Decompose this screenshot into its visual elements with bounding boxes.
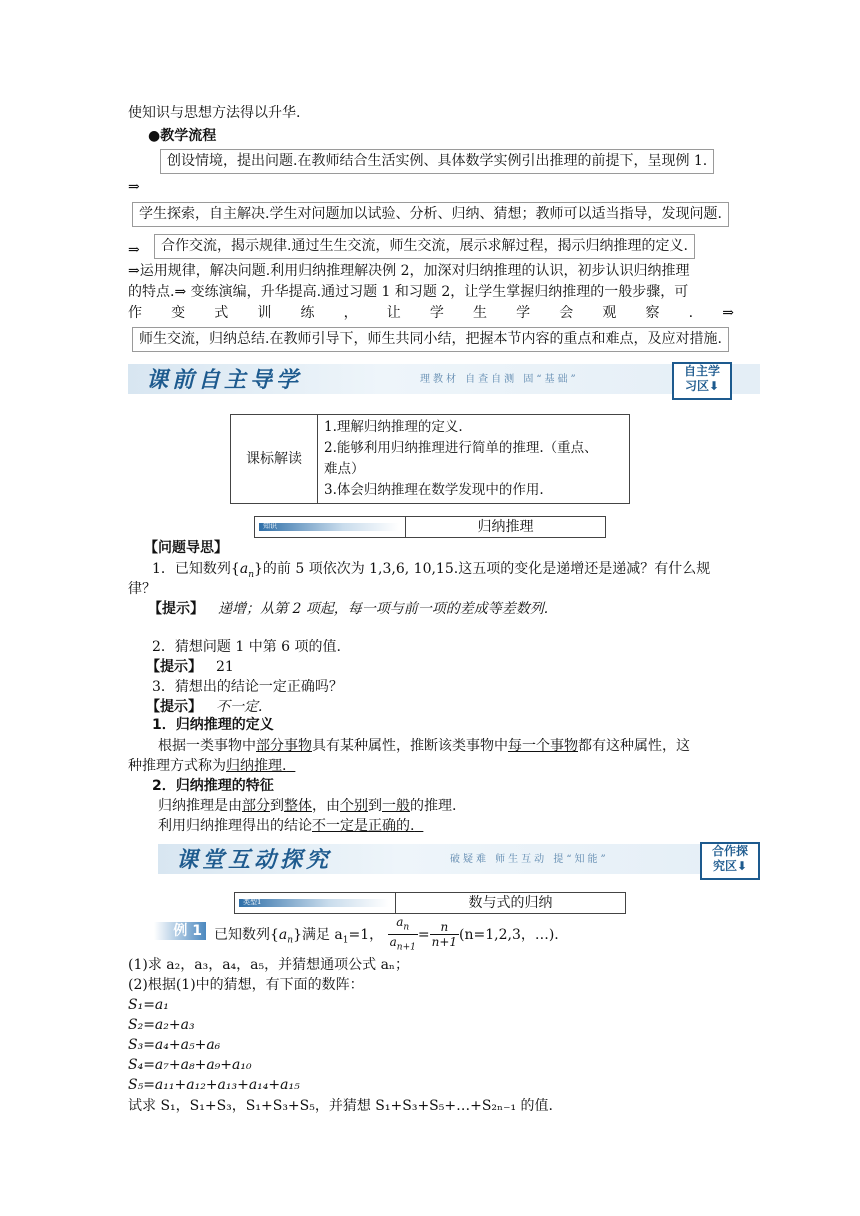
flow-para-line-1: ⇒运用规律，解决问题.利用归纳推理解决例 2，加深对归纳推理的认识，初步认识归纳推理 bbox=[128, 263, 690, 279]
banner-subtitle: 破疑难 师生互动 提“知能” bbox=[450, 854, 609, 865]
fraction-2: $\frac{n}{n+1}$ bbox=[431, 920, 458, 950]
features-line-2: 利用归纳推理得出的结论不一定是正确的. bbox=[158, 818, 415, 834]
tag-line: 究区⬇ bbox=[712, 859, 748, 873]
section-banner-preclass bbox=[128, 364, 760, 394]
features-line-1: 归纳推理是由部分到整体，由个别到一般的推理. bbox=[158, 798, 457, 814]
word: 变 bbox=[171, 305, 186, 321]
banner-subtitle: 理教材 自查自测 固“基础” bbox=[420, 374, 579, 385]
word: 练 bbox=[300, 305, 315, 321]
example-stem: 已知数列$\{a_n\}$满足 $a_1=1$， $\frac{a_n}{a_{n+1}}$ = $\frac{n}{n+1}$ (n=1,2,3，…). bbox=[214, 915, 559, 953]
intro-line: 使知识与思想方法得以升华. bbox=[128, 105, 301, 121]
word: . bbox=[688, 305, 694, 321]
flow-box-3: 合作交流，揭示规律.通过生生交流，师生交流，展示求解过程，揭示归纳推理的定义. bbox=[154, 234, 695, 259]
standards-item: 难点） bbox=[324, 461, 365, 477]
word: 学 bbox=[516, 305, 531, 321]
standards-items bbox=[318, 415, 630, 504]
word: 作 bbox=[128, 305, 142, 321]
array-row-1: S₁=a₁ bbox=[128, 997, 169, 1013]
questions-heading: 【问题导思】 bbox=[144, 540, 228, 556]
banner-title: 课前自主导学 bbox=[146, 368, 303, 393]
array-row-4: S₄=a₇+a₈+a₉+a₁₀ bbox=[128, 1057, 252, 1073]
hint-1: 【提示】 递增；从第 2 项起，每一项与前一项的差成等差数列. bbox=[148, 601, 549, 617]
question-1: 1．已知数列$\{a_n\}$的前 5 项依次为 1,3,6, 10,15.这五项的变化是递增还是递减？有什么规 bbox=[152, 561, 711, 580]
array-row-2: S₂=a₂+a₃ bbox=[128, 1017, 195, 1033]
type-bar bbox=[234, 892, 626, 914]
standards-label: 课标解读 bbox=[231, 415, 318, 504]
standards-item: 3.体会归纳推理在数学发现中的作用. bbox=[324, 482, 544, 498]
fraction-1: $\frac{a_n}{a_{n+1}}$ bbox=[389, 915, 416, 953]
standards-item: 1.理解归纳推理的定义. bbox=[324, 419, 463, 435]
tag-line: 合作探 bbox=[711, 844, 748, 858]
word: 生 bbox=[473, 305, 487, 321]
hint-3: 【提示】 不一定. bbox=[146, 699, 263, 715]
question-3: 3．猜想出的结论一定正确吗？ bbox=[152, 679, 343, 695]
arrow-1: ⇒ bbox=[128, 179, 140, 195]
array-row-5: S₅=a₁₁+a₁₂+a₁₃+a₁₄+a₁₅ bbox=[128, 1077, 300, 1093]
word: 学 bbox=[429, 305, 444, 321]
type-strip bbox=[235, 893, 396, 913]
hint-2: 【提示】 21 bbox=[146, 659, 234, 675]
knowledge-bar bbox=[254, 516, 606, 538]
question-1-cont: 律？ bbox=[128, 581, 156, 597]
knowledge-title: 归纳推理 bbox=[477, 519, 534, 535]
banner-title: 课堂互动探究 bbox=[176, 848, 333, 873]
example-badge: 例 1 bbox=[154, 922, 206, 940]
tag-line: 习区⬇ bbox=[684, 379, 720, 393]
type-strip-label: 类型1 bbox=[243, 898, 262, 906]
standards-table bbox=[230, 414, 630, 504]
word: 察 bbox=[645, 305, 660, 321]
example-question: 试求 S₁，S₁+S₃，S₁+S₃+S₅，并猜想 S₁+S₃+S₅+…+S₂ₙ₋₁ 的值. bbox=[128, 1098, 554, 1114]
question-2: 2．猜想问题 1 中第 6 项的值. bbox=[152, 639, 341, 655]
word: 观 bbox=[602, 305, 617, 321]
word: 会 bbox=[559, 305, 574, 321]
standards-item: 2.能够利用归纳推理进行简单的推理.（重点、 bbox=[324, 440, 598, 456]
arrow-2: ⇒ bbox=[128, 242, 140, 258]
word: 让 bbox=[386, 305, 401, 321]
flow-box-4: 师生交流，归纳总结.在教师引导下，师生共同小结，把握本节内容的重点和难点，及应对措施. bbox=[132, 327, 729, 352]
flow-box-2: 学生探索，自主解决.学生对问题加以试验、分析、归纳、猜想；教师可以适当指导，发现问题. bbox=[132, 202, 729, 227]
word: ， bbox=[343, 305, 358, 321]
flow-heading: ●教学流程 bbox=[148, 128, 217, 144]
example-part-2: (2)根据(1)中的猜想，有下面的数阵： bbox=[128, 977, 364, 993]
banner-tag bbox=[700, 842, 760, 880]
knowledge-strip-label: 知识 bbox=[263, 522, 277, 530]
section-banner-inclass bbox=[158, 844, 760, 874]
array-row-3: S₃=a₄+a₅+a₆ bbox=[128, 1037, 221, 1053]
tag-line: 自主学 bbox=[683, 364, 720, 378]
word: ⇒ bbox=[722, 305, 734, 321]
flow-para-line-2: 的特点.⇒ 变练演编，升华提高.通过习题 1 和习题 2，让学生掌握归纳推理的一般步骤，可 bbox=[128, 284, 689, 300]
type-title: 数与式的归纳 bbox=[468, 895, 553, 911]
example-part-1: (1)求 a₂，a₃，a₄，a₅，并猜想通项公式 aₙ； bbox=[128, 957, 409, 973]
banner-tag bbox=[672, 362, 732, 400]
flow-para-line-3 bbox=[128, 304, 734, 323]
definition-line-2: 种推理方式称为归纳推理. bbox=[128, 758, 287, 774]
word: 训 bbox=[257, 305, 272, 321]
word: 式 bbox=[214, 305, 229, 321]
knowledge-strip bbox=[255, 517, 406, 537]
features-heading: 2．归纳推理的特征 bbox=[152, 778, 274, 794]
definition-heading: 1．归纳推理的定义 bbox=[152, 717, 274, 733]
flow-box-1: 创设情境，提出问题.在教师结合生活实例、具体数学实例引出推理的前提下，呈现例 1. bbox=[160, 149, 714, 174]
definition-line-1: 根据一类事物中部分事物具有某种属性，推断该类事物中每一个事物都有这种属性，这 bbox=[158, 738, 690, 754]
